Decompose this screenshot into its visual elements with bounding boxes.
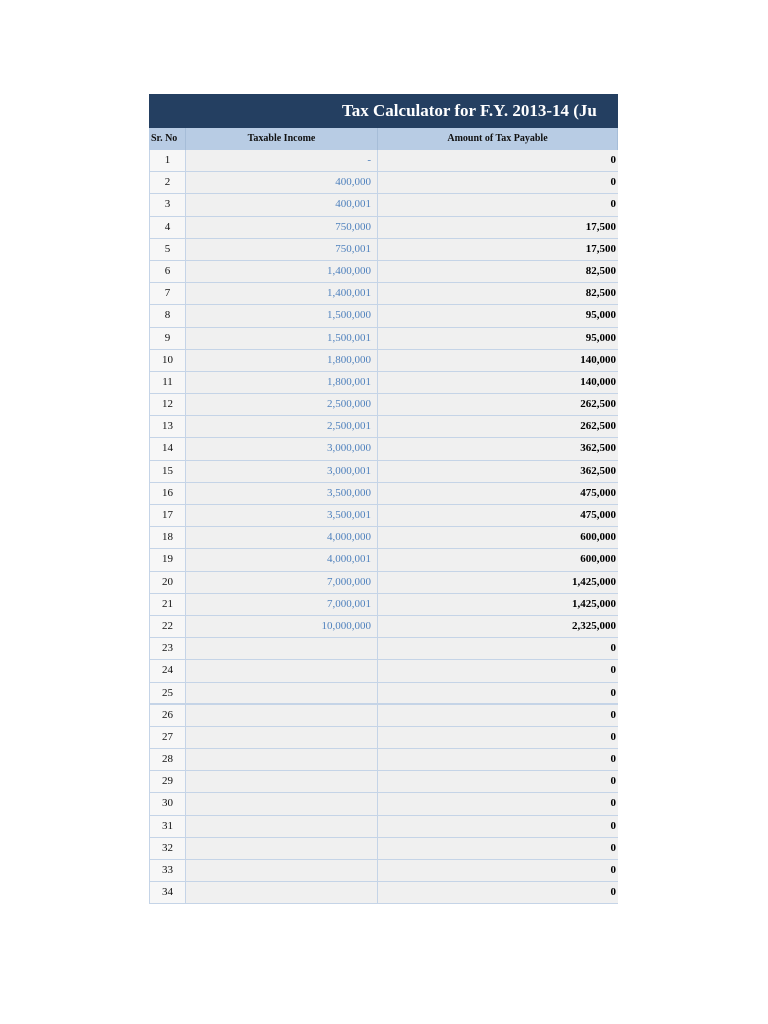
tax-payable-cell[interactable]: 82,500: [585, 287, 616, 300]
table-row: [149, 239, 618, 261]
sr-no-cell[interactable]: 31: [149, 816, 186, 837]
sr-no-cell[interactable]: 27: [149, 727, 186, 748]
tax-payable-cell[interactable]: 82,500: [585, 264, 616, 277]
taxable-income-cell[interactable]: -: [186, 150, 378, 171]
sr-no-cell[interactable]: 15: [149, 461, 186, 482]
sr-no-cell[interactable]: 13: [149, 416, 186, 437]
sr-no-cell[interactable]: 8: [149, 305, 186, 326]
tax-payable-cell[interactable]: 362,500: [580, 464, 616, 477]
sr-no-cell[interactable]: 9: [149, 328, 186, 349]
taxable-income-cell[interactable]: 2,500,001: [186, 416, 378, 437]
taxable-income-cell[interactable]: [186, 771, 378, 792]
table-row: [149, 882, 618, 904]
table-row: [149, 372, 618, 394]
taxable-income-cell[interactable]: 3,000,000: [186, 438, 378, 459]
sr-no-cell[interactable]: 28: [149, 749, 186, 770]
header-taxable-income: Taxable Income: [186, 128, 378, 150]
table-row: [149, 771, 618, 793]
sr-no-cell[interactable]: 21: [149, 594, 186, 615]
table-row: [149, 816, 618, 838]
tax-payable-cell[interactable]: 0: [610, 819, 616, 832]
sr-no-cell[interactable]: 34: [149, 882, 186, 903]
table-row: [149, 616, 618, 638]
taxable-income-cell[interactable]: 3,500,001: [186, 505, 378, 526]
table-row: [149, 350, 618, 372]
table-row: [149, 838, 618, 860]
sr-no-cell[interactable]: 1: [149, 150, 186, 171]
table-row: [149, 438, 618, 460]
tax-payable-cell[interactable]: 0: [610, 864, 616, 876]
tax-calculator-sheet: [149, 94, 618, 904]
table-row: [149, 461, 618, 483]
sr-no-cell[interactable]: 4: [149, 217, 186, 238]
tax-payable-cell[interactable]: 0: [610, 730, 616, 743]
tax-payable-cell[interactable]: 140,000: [580, 375, 616, 388]
table-row: [149, 172, 618, 194]
sr-no-cell[interactable]: 18: [149, 527, 186, 548]
column-header-row: [149, 128, 618, 150]
taxable-income-cell[interactable]: [186, 793, 378, 814]
table-row: [149, 705, 618, 727]
tax-payable-cell[interactable]: 475,000: [580, 509, 616, 521]
table-row: [149, 660, 618, 682]
taxable-income-cell[interactable]: [186, 727, 378, 748]
taxable-income-cell[interactable]: [186, 860, 378, 881]
tax-payable-cell[interactable]: 0: [610, 708, 616, 721]
table-row: [149, 727, 618, 749]
header-sr-no: Sr. No: [149, 128, 186, 150]
table-row: [149, 194, 618, 216]
sr-no-cell[interactable]: 25: [149, 683, 186, 703]
table-row: [149, 150, 618, 172]
taxable-income-cell[interactable]: 750,001: [186, 239, 378, 260]
taxable-income-cell[interactable]: 3,500,000: [186, 483, 378, 504]
table-row: [149, 483, 618, 505]
table-row: [149, 328, 618, 350]
sheet-title: Tax Calculator for F.Y. 2013-14 (Ju: [149, 94, 618, 128]
table-row: [149, 860, 618, 882]
tax-payable-cell[interactable]: 1,425,000: [572, 575, 616, 588]
taxable-income-cell[interactable]: 1,400,001: [186, 283, 378, 304]
sr-no-cell[interactable]: 3: [149, 194, 186, 215]
tax-payable-cell[interactable]: 362,500: [580, 442, 616, 455]
sr-no-cell[interactable]: 26: [149, 705, 186, 726]
sr-no-cell[interactable]: 24: [149, 660, 186, 681]
tax-payable-cell[interactable]: 0: [610, 841, 616, 854]
taxable-income-cell[interactable]: [186, 660, 378, 681]
taxable-income-cell[interactable]: 400,001: [186, 194, 378, 215]
sr-no-cell[interactable]: 6: [149, 261, 186, 282]
sr-no-cell[interactable]: 11: [149, 372, 186, 393]
taxable-income-cell[interactable]: 750,000: [186, 217, 378, 238]
tax-payable-cell[interactable]: 95,000: [585, 309, 616, 322]
table-row: [149, 749, 618, 771]
taxable-income-cell[interactable]: [186, 705, 378, 726]
taxable-income-cell[interactable]: [186, 683, 378, 703]
taxable-income-cell[interactable]: 2,500,000: [186, 394, 378, 415]
table-row: [149, 305, 618, 327]
table-row: [149, 394, 618, 416]
table-row: [149, 549, 618, 571]
tax-payable-cell[interactable]: 600,000: [580, 553, 616, 566]
table-row: [149, 594, 618, 616]
table-row: [149, 505, 618, 527]
taxable-income-cell[interactable]: 400,000: [186, 172, 378, 193]
sr-no-cell[interactable]: 10: [149, 350, 186, 371]
sr-no-cell[interactable]: 33: [149, 860, 186, 881]
table-row: [149, 416, 618, 438]
tax-payable-cell[interactable]: 17,500: [585, 220, 616, 233]
taxable-income-cell[interactable]: 1,800,001: [186, 372, 378, 393]
taxable-income-cell[interactable]: 1,500,000: [186, 305, 378, 326]
taxable-income-cell[interactable]: [186, 816, 378, 837]
table-row: [149, 683, 618, 705]
taxable-income-cell[interactable]: 4,000,001: [186, 549, 378, 570]
sr-no-cell[interactable]: 19: [149, 549, 186, 570]
tax-payable-cell[interactable]: 1,425,000: [572, 597, 616, 610]
tax-payable-cell[interactable]: 0: [610, 642, 616, 655]
tax-payable-cell[interactable]: 0: [610, 886, 616, 899]
taxable-income-cell[interactable]: 7,000,000: [186, 572, 378, 593]
sr-no-cell[interactable]: 20: [149, 572, 186, 593]
taxable-income-cell[interactable]: 7,000,001: [186, 594, 378, 615]
taxable-income-cell[interactable]: 10,000,000: [186, 616, 378, 637]
taxable-income-cell[interactable]: 1,500,001: [186, 328, 378, 349]
sr-no-cell[interactable]: 29: [149, 771, 186, 792]
taxable-income-cell[interactable]: 3,000,001: [186, 461, 378, 482]
tax-payable-cell[interactable]: 0: [610, 775, 616, 788]
sr-no-cell[interactable]: 17: [149, 505, 186, 526]
header-tax-payable: Amount of Tax Payable: [378, 128, 618, 150]
sr-no-cell[interactable]: 12: [149, 394, 186, 415]
taxable-income-cell[interactable]: 4,000,000: [186, 527, 378, 548]
table-row: [149, 261, 618, 283]
tax-payable-cell[interactable]: 2,325,000: [572, 619, 616, 632]
sr-no-cell[interactable]: 16: [149, 483, 186, 504]
tax-payable-cell[interactable]: 95,000: [585, 331, 616, 344]
sr-no-cell[interactable]: 14: [149, 438, 186, 459]
taxable-income-cell[interactable]: 1,400,000: [186, 261, 378, 282]
sr-no-cell[interactable]: 30: [149, 793, 186, 814]
taxable-income-cell[interactable]: [186, 749, 378, 770]
tax-payable-cell[interactable]: 0: [610, 664, 616, 677]
table-body: [149, 150, 618, 904]
tax-payable-cell[interactable]: 0: [610, 797, 616, 810]
tax-payable-cell[interactable]: 600,000: [580, 531, 616, 544]
taxable-income-cell[interactable]: 1,800,000: [186, 350, 378, 371]
table-row: [149, 217, 618, 239]
sr-no-cell[interactable]: 22: [149, 616, 186, 637]
sr-no-cell[interactable]: 2: [149, 172, 186, 193]
table-row: [149, 527, 618, 549]
taxable-income-cell[interactable]: [186, 638, 378, 659]
tax-payable-cell[interactable]: 17,500: [585, 242, 616, 255]
sr-no-cell[interactable]: 23: [149, 638, 186, 659]
tax-payable-cell[interactable]: 475,000: [580, 486, 616, 499]
sr-no-cell[interactable]: 5: [149, 239, 186, 260]
tax-payable-cell[interactable]: 140,000: [580, 353, 616, 366]
tax-payable-cell[interactable]: 0: [610, 176, 616, 189]
tax-payable-cell[interactable]: 0: [610, 154, 616, 166]
sr-no-cell[interactable]: 32: [149, 838, 186, 859]
tax-payable-cell[interactable]: 0: [610, 753, 616, 766]
tax-payable-cell[interactable]: 0: [610, 686, 616, 699]
taxable-income-cell[interactable]: [186, 838, 378, 859]
tax-payable-cell[interactable]: 262,500: [580, 420, 616, 433]
taxable-income-cell[interactable]: [186, 882, 378, 903]
table-row: [149, 793, 618, 815]
table-row: [149, 572, 618, 594]
tax-payable-cell[interactable]: 262,500: [580, 398, 616, 411]
table-row: [149, 283, 618, 305]
tax-payable-cell[interactable]: 0: [610, 198, 616, 211]
table-row: [149, 638, 618, 660]
sr-no-cell[interactable]: 7: [149, 283, 186, 304]
